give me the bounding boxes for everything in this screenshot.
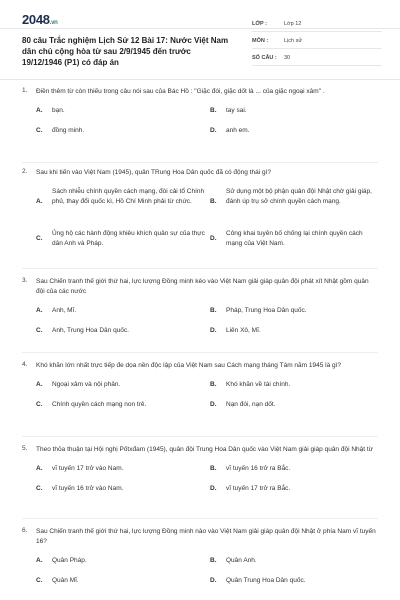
- meta-key: MÔN :: [252, 38, 269, 44]
- meta-panel: [252, 17, 382, 68]
- question-number: 2.: [22, 168, 28, 175]
- site-logo[interactable]: [22, 12, 58, 27]
- option-text: vĩ tuyến 17 trở vào Nam.: [52, 465, 124, 472]
- option-letter: A.: [36, 198, 43, 205]
- option-d[interactable]: [210, 576, 378, 586]
- option-letter: C.: [36, 235, 43, 242]
- option-letter: D.: [210, 401, 217, 408]
- option-letter: B.: [210, 557, 217, 564]
- option-letter: A.: [36, 381, 43, 388]
- brand-suffix: .vn: [49, 20, 58, 26]
- question-text: Khó khăn lớn nhất trực tiếp đe dọa nền độc lập của Việt Nam sau Cách mạng tháng Tám năm 1945 là gì?: [36, 362, 342, 369]
- option-text: vĩ tuyến 16 trở ra Bắc.: [226, 465, 291, 472]
- option-text: Quân Pháp.: [52, 557, 87, 564]
- question-divider: [22, 352, 378, 353]
- question-2: [22, 168, 378, 259]
- question-divider: [22, 436, 378, 437]
- option-letter: C.: [36, 485, 43, 492]
- question-3: [22, 277, 378, 346]
- option-b[interactable]: [210, 464, 378, 474]
- question-number: 3.: [22, 277, 28, 284]
- option-c[interactable]: [36, 484, 206, 494]
- option-b[interactable]: [210, 556, 378, 566]
- option-text: Sách nhiễu chính quyền cách mạng, đòi cải tổ Chính phủ, thay đổi quốc kì, Hồ Chí Minh phải từ chức.: [52, 188, 205, 205]
- meta-row-class: [252, 17, 382, 32]
- option-text: Quân Anh.: [226, 557, 257, 564]
- meta-key: LỚP :: [252, 21, 267, 27]
- option-text: Anh, Mĩ.: [52, 307, 77, 314]
- option-c[interactable]: [36, 400, 206, 410]
- option-text: Khó khăn về tài chính.: [226, 381, 291, 388]
- option-text: bạn.: [52, 107, 65, 114]
- option-b[interactable]: [210, 187, 378, 207]
- option-a[interactable]: [36, 556, 206, 566]
- option-b[interactable]: [210, 306, 378, 316]
- option-text: Quân Mĩ.: [52, 577, 79, 584]
- question-4: [22, 361, 378, 420]
- meta-value[interactable]: Lịch sử: [284, 38, 303, 44]
- option-c[interactable]: [36, 326, 206, 336]
- question-number: 5.: [22, 445, 28, 452]
- question-divider: [22, 518, 378, 519]
- option-text: Quân Trung Hoa Dân quốc.: [226, 577, 306, 584]
- option-letter: D.: [210, 327, 217, 334]
- question-text: Điền thêm từ còn thiếu trong câu nói sau của Bác Hồ : "Giặc đói, giặc dốt là ... của giặc ngoại xâm" .: [36, 88, 325, 95]
- option-text: Pháp, Trung Hoa Dân quốc.: [226, 307, 307, 314]
- option-c[interactable]: [36, 126, 206, 136]
- option-c[interactable]: [36, 576, 206, 586]
- option-letter: C.: [36, 577, 43, 584]
- question-1: [22, 87, 378, 146]
- option-letter: B.: [210, 107, 217, 114]
- option-letter: A.: [36, 307, 43, 314]
- option-letter: A.: [36, 557, 43, 564]
- meta-row-subject: [252, 34, 382, 49]
- question-divider: [22, 162, 378, 163]
- option-text: Nạn đói, nạn dốt.: [226, 401, 276, 408]
- option-text: vĩ tuyến 17 trở ra Bắc.: [226, 485, 291, 492]
- question-6: [22, 527, 378, 596]
- option-letter: B.: [210, 307, 217, 314]
- option-a[interactable]: [36, 464, 206, 474]
- option-letter: C.: [36, 127, 43, 134]
- question-number: 1.: [22, 87, 28, 94]
- option-text: Anh, Trung Hoa Dân quốc.: [52, 327, 129, 334]
- option-text: Ngoại xâm và nội phản.: [52, 381, 121, 388]
- option-text: vĩ tuyến 16 trở vào Nam.: [52, 485, 124, 492]
- option-b[interactable]: [210, 106, 378, 116]
- option-letter: D.: [210, 127, 217, 134]
- option-letter: B.: [210, 198, 217, 205]
- question-divider: [22, 268, 378, 269]
- option-letter: D.: [210, 485, 217, 492]
- option-text: Công khai tuyên bố chống lại chính quyền cách mạng của Việt Nam.: [226, 230, 363, 247]
- option-letter: C.: [36, 327, 43, 334]
- question-text: Sau Chiến tranh thế giới thứ hai, lực lượng Đồng minh kéo vào Việt Nam giải giáp quân đội phát xít Nhật gồm quân đội của các nước: [36, 278, 369, 295]
- option-text: đồng minh.: [52, 127, 85, 134]
- option-text: Liên Xô, Mĩ.: [226, 327, 261, 334]
- meta-value: 30: [284, 55, 291, 61]
- option-d[interactable]: [210, 126, 378, 136]
- option-b[interactable]: [210, 380, 378, 390]
- option-letter: A.: [36, 465, 43, 472]
- option-a[interactable]: [36, 380, 206, 390]
- option-d[interactable]: [210, 484, 378, 494]
- meta-key: SỐ CÂU :: [252, 55, 277, 61]
- option-text: Chính quyền cách mạng non trẻ.: [52, 401, 147, 408]
- option-letter: C.: [36, 401, 43, 408]
- page-title: 80 câu Trắc nghiệm Lịch Sử 12 Bài 17: Nước Việt Nam dân chủ cộng hòa từ sau 2/9/1945 đến trước 19/12/1946 (P1) có đáp án: [22, 36, 229, 67]
- option-text: Ủng hộ các hành động khiêu khích quân sự của thực dân Anh và Pháp.: [52, 230, 205, 247]
- option-a[interactable]: [36, 187, 206, 207]
- question-text: Sau Chiến tranh thế giới thứ hai, lực lượng Đồng minh nào vào Việt Nam giải giáp quân đội Nhật ở phía Nam vĩ tuyến 16?: [36, 528, 376, 545]
- option-letter: A.: [36, 107, 43, 114]
- option-d[interactable]: [210, 400, 378, 410]
- question-text: Sau khi tiến vào Việt Nam (1945), quân TRung Hoa Dân quốc đã có động thái gì?: [36, 169, 271, 176]
- option-a[interactable]: [36, 106, 206, 116]
- option-a[interactable]: [36, 306, 206, 316]
- option-d[interactable]: [210, 229, 378, 249]
- option-letter: B.: [210, 465, 217, 472]
- question-5: [22, 445, 378, 504]
- question-text: Theo thỏa thuận tại Hội nghị Pốtxđam (1945), quân đội Trung Hoa Dân quốc vào Việt Nam giải giáp quân đội Nhật từ: [36, 446, 374, 453]
- meta-value[interactable]: Lớp 12: [284, 21, 302, 27]
- question-number: 6.: [22, 527, 28, 534]
- meta-row-count: [252, 51, 382, 66]
- question-number: 4.: [22, 361, 28, 368]
- option-text: Sử dụng một bộ phận quân đội Nhật chờ giải giáp, đánh úp trụ sở chính quyền cách mạng.: [226, 188, 372, 205]
- brand-name: 2048: [22, 12, 50, 27]
- option-d[interactable]: [210, 326, 378, 336]
- option-text: anh em.: [226, 127, 250, 134]
- header-divider: [0, 79, 400, 80]
- option-c[interactable]: [36, 229, 206, 249]
- option-letter: B.: [210, 381, 217, 388]
- option-letter: D.: [210, 577, 217, 584]
- option-text: tay sai.: [226, 107, 247, 114]
- option-letter: D.: [210, 235, 217, 242]
